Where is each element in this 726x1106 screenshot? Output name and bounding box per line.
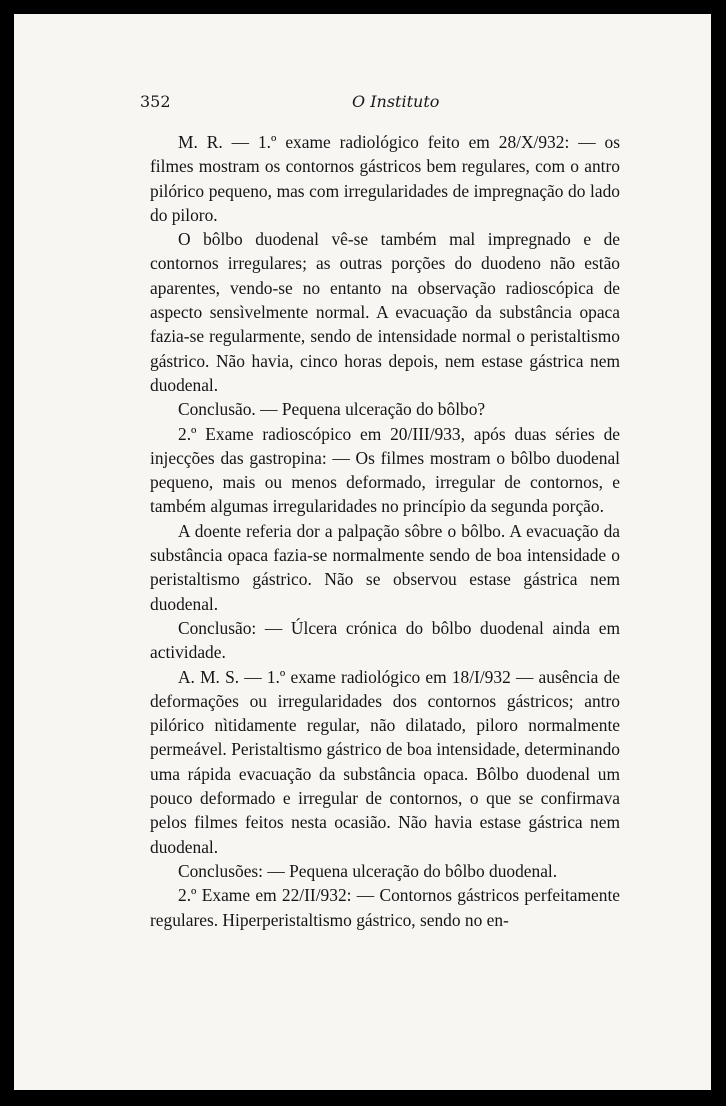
paragraph: Conclusão. — Pequena ulceração do bôlbo? bbox=[178, 399, 486, 420]
paragraph: O bôlbo duodenal vê-se também mal impregnado e de contornos irregulares; as outras porções do duodeno não estão aparentes, vendo-se no entanto na observação radioscópica de aspecto sensìvelmente normal. A evacuação da substância opaca fazia-se regularmente, sendo de intensidade normal o peristaltismo gástrico. Não havia, cinco horas depois, nem estase gástrica nem duodenal. bbox=[150, 229, 620, 395]
page-header bbox=[14, 92, 711, 120]
paragraph: M. R. — 1.º exame radiológico feito em 28/X/932: — os filmes mostram os contornos gástricos bem regulares, com o antro pilórico pequeno, mas com irregularidades de impregnação do lado do piloro. bbox=[150, 132, 620, 225]
paragraph: Conclusões: — Pequena ulceração do bôlbo duodenal. bbox=[178, 860, 558, 881]
paragraph: 2.º Exame em 22/II/932: — Contornos gástricos perfeitamente regulares. Hiperperistaltismo gástrico, sendo no en- bbox=[150, 885, 620, 930]
running-title: O Instituto bbox=[352, 92, 440, 111]
paragraph: A doente referia dor a palpação sôbre o bôlbo. A evacuação da substância opaca fazia-se normalmente sendo de boa intensidade o peristaltismo gástrico. Não se observou estase gástrica nem duodenal. bbox=[150, 520, 620, 614]
page-number: 352 bbox=[140, 92, 171, 111]
paragraph: 2.º Exame radioscópico em 20/III/933, após duas séries de injecções das gastropina: — Os filmes mostram o bôlbo duodenal pequeno, mais ou menos deformado, irregular de contornos, e também algumas irregularidades no princípio da segunda porção. bbox=[150, 423, 620, 517]
book-page bbox=[14, 14, 711, 1090]
body-text bbox=[150, 130, 620, 932]
paragraph: A. M. S. — 1.º exame radiológico em 18/I/932 — ausência de deformações ou irregularidades dos contornos gástricos; antro pilórico nìtidamente regular, não dilatado, piloro normalmente permeável. Peristaltismo gástrico de boa intensidade, determinando uma rápida evacuação da substância opaca. Bôlbo duodenal um pouco deformado e irregular de contornos, o que se confirmava pelos filmes feitos nesta ocasião. Não havia estase gástrica nem duodenal. bbox=[150, 666, 620, 857]
paragraph: Conclusão: — Úlcera crónica do bôlbo duodenal ainda em actividade. bbox=[150, 617, 620, 663]
